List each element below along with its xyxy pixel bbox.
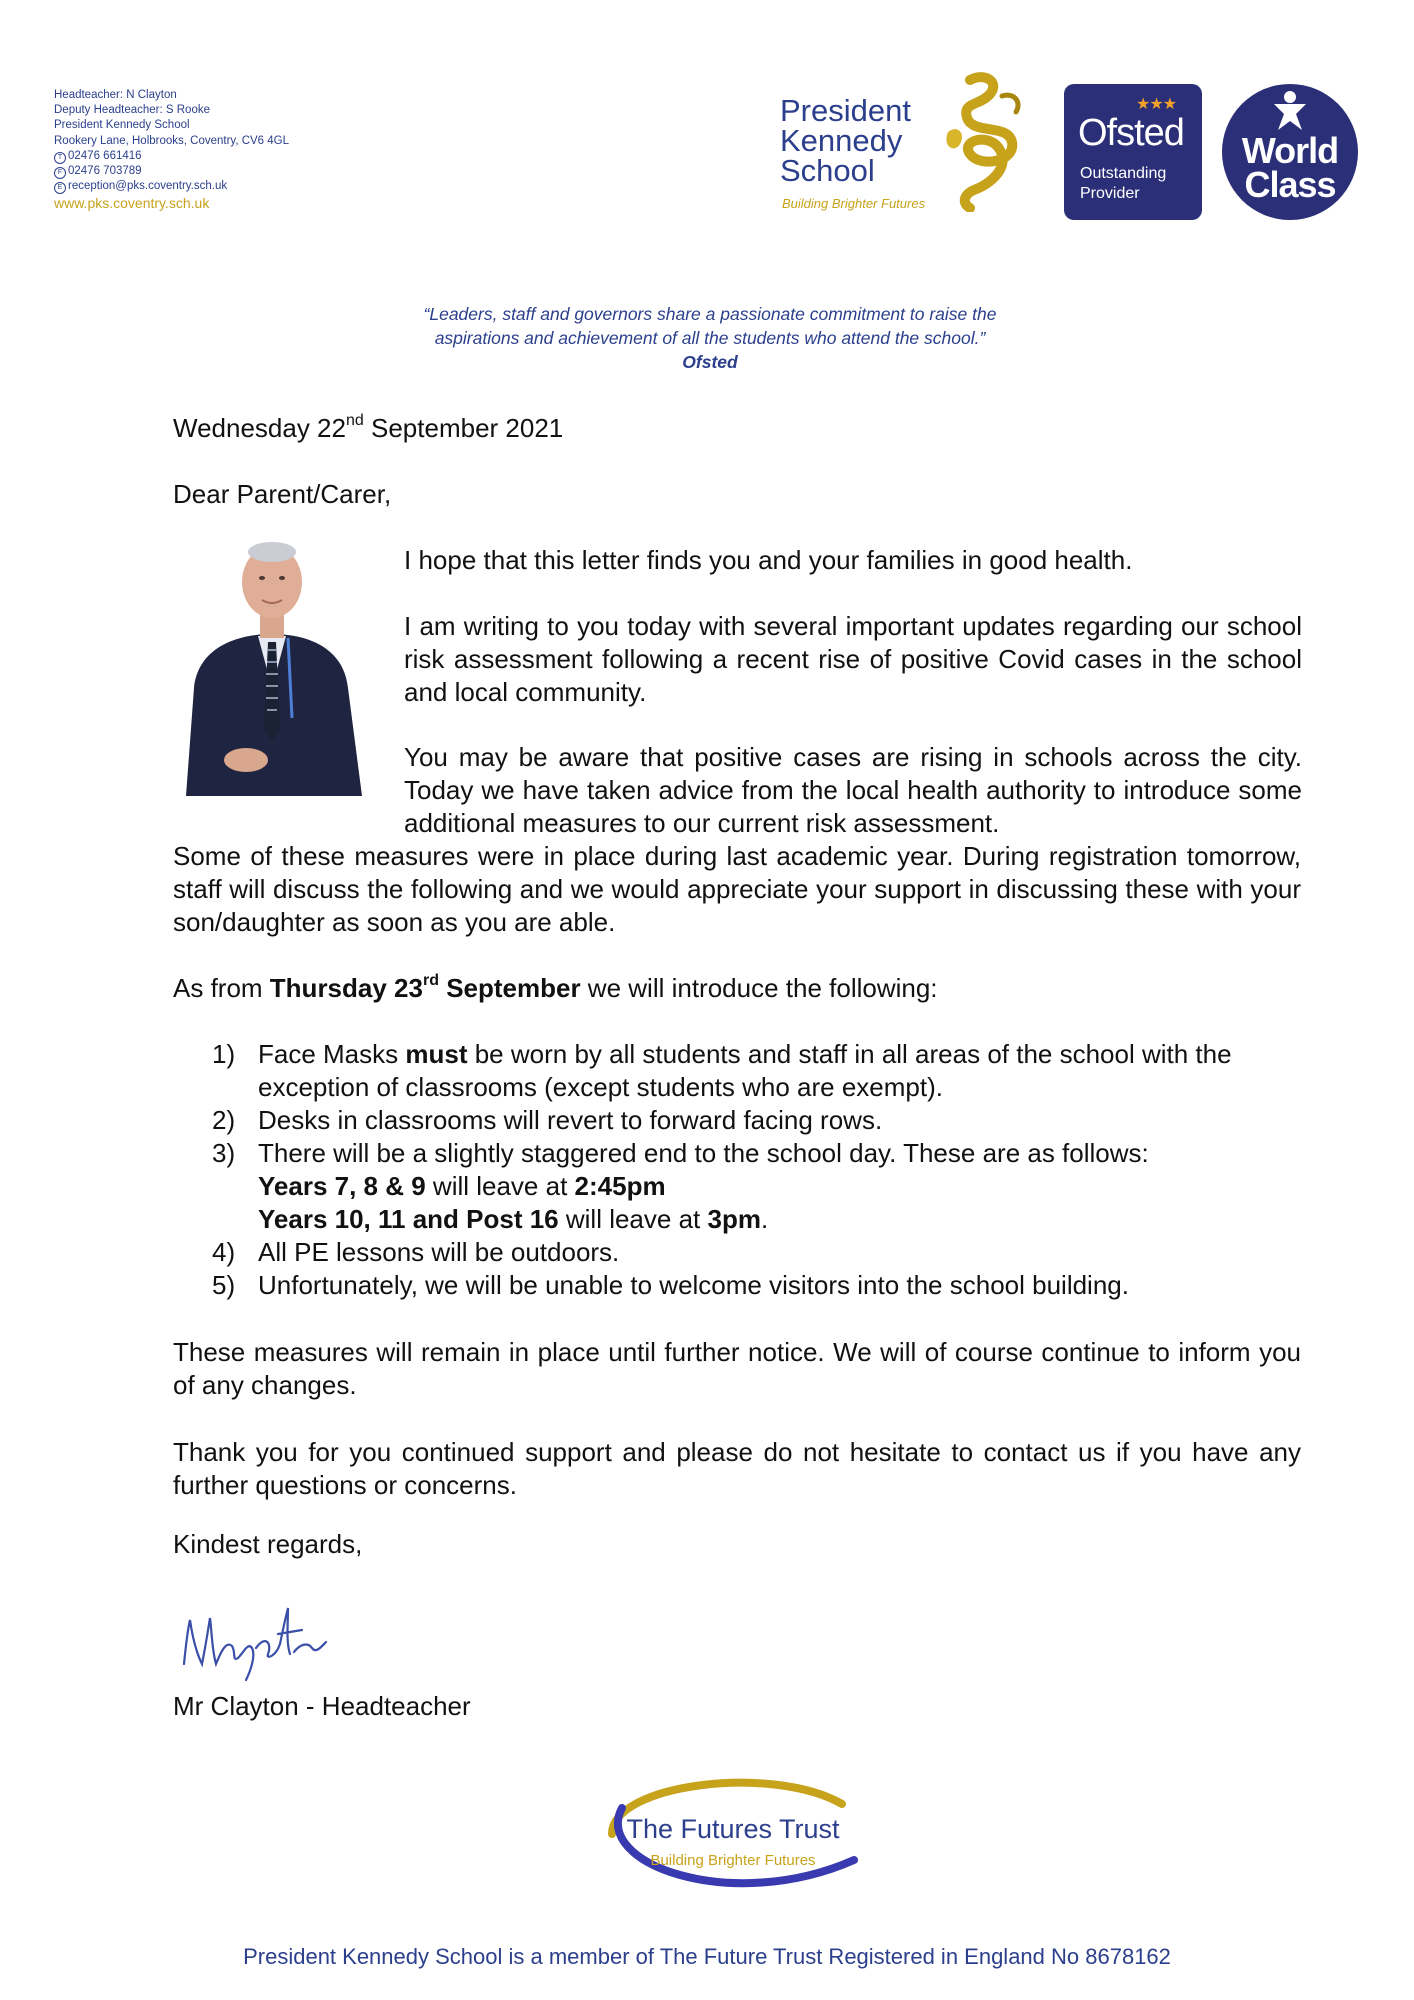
- star-figure-icon: [1272, 90, 1308, 130]
- ofsted-sub-line2: Provider: [1080, 185, 1140, 202]
- paragraph-5: Thank you for you continued support and please do not hesitate to contact us if you have any further questions or concerns.: [173, 1437, 1301, 1500]
- website-link[interactable]: www.pks.coventry.sch.uk: [54, 195, 210, 212]
- intro-date-suffix: rd: [422, 972, 439, 989]
- email-icon: E: [54, 182, 66, 194]
- footer-text: President Kennedy School is a member of The Future Trust Registered in England No 8678162: [243, 1944, 1171, 1969]
- list-item-text: [258, 1038, 1304, 1104]
- list-item-number: 5): [212, 1270, 236, 1300]
- school-logo: [780, 72, 1030, 222]
- quote-source: Ofsted: [682, 352, 738, 372]
- item1-text-a: Face Masks: [258, 1039, 406, 1069]
- ofsted-sub-line1: Outstanding: [1080, 165, 1167, 182]
- headteacher-photo: [176, 538, 366, 796]
- world-class-line1: World: [1241, 130, 1339, 171]
- ofsted-quote: [340, 302, 1080, 374]
- list-item-text: All PE lessons will be outdoors.: [258, 1237, 620, 1267]
- list-item-text: Unfortunately, we will be unable to welcome visitors into the school building.: [258, 1270, 1129, 1300]
- years-7-9-mid: will leave at: [425, 1171, 575, 1201]
- list-item-text: Desks in classrooms will revert to forward facing rows.: [258, 1105, 883, 1135]
- fax-icon: F: [54, 167, 66, 179]
- ofsted-badge: [1064, 84, 1202, 220]
- list-item: [212, 1137, 1304, 1236]
- fax-number: 02476 703789: [68, 165, 142, 178]
- measures-list: [212, 1038, 1304, 1302]
- closing: Kindest regards,: [173, 1529, 363, 1559]
- years-10-16-end: .: [760, 1204, 769, 1234]
- phone-number: 02476 661416: [68, 149, 142, 162]
- gold-ribbon-emblem-icon: [930, 72, 1030, 212]
- list-item-number: 4): [212, 1237, 236, 1267]
- list-item-text: [258, 1137, 1304, 1236]
- years-7-9-time: 2:45pm: [574, 1171, 666, 1201]
- list-item-number: 1): [212, 1039, 236, 1069]
- paragraph-3a: You may be aware that positive cases are rising in schools across the city. Today we have taken advice from the local health authority to introduce some additional measures to our current risk assessment.: [404, 742, 1302, 838]
- ofsted-word: Ofsted: [1078, 112, 1184, 154]
- email-line: [54, 179, 289, 194]
- greeting: Dear Parent/Carer,: [173, 479, 392, 509]
- date-rest: September 2021: [363, 413, 564, 443]
- item3-text: There will be a slightly staggered end to the school day. These are as follows:: [258, 1138, 1149, 1168]
- school-logo-tagline: Building Brighter Futures: [782, 196, 926, 211]
- futures-trust-logo: [592, 1764, 874, 1914]
- email-address[interactable]: reception@pks.coventry.sch.uk: [68, 180, 228, 193]
- phone-icon: T: [54, 152, 66, 164]
- intro-suffix: we will introduce the following:: [580, 973, 938, 1003]
- paragraph-4: These measures will remain in place until further notice. We will of course continue to inform you of any changes.: [173, 1337, 1301, 1400]
- quote-line2: aspirations and achievement of all the students who attend the school.”: [434, 328, 986, 348]
- world-class-text: [1222, 130, 1358, 205]
- paragraph-1: I hope that this letter finds you and your families in good health.: [404, 545, 1133, 575]
- school-logo-line3: School: [780, 153, 875, 188]
- school-logo-name: [780, 93, 911, 188]
- fax-line: [54, 164, 289, 179]
- list-item-number: 3): [212, 1138, 236, 1168]
- school-logo-line2: Kennedy: [780, 123, 903, 158]
- paragraph-2: I am writing to you today with several important updates regarding our school risk assessment following a recent rise of positive Covid cases in the school and local community.: [404, 611, 1302, 707]
- list-item: [212, 1236, 1304, 1269]
- paragraph-3b: Some of these measures were in place during last academic year. During registration tomorrow, staff will discuss the following and we would appreciate your support in discussing these with your son/daughter as soon as you are able.: [173, 841, 1301, 937]
- signatory: Mr Clayton - Headteacher: [173, 1691, 471, 1721]
- deputy-line: Deputy Headteacher: S Rooke: [54, 104, 210, 117]
- years-7-9-label: Years 7, 8 & 9: [258, 1171, 426, 1201]
- intro-month: September: [438, 973, 581, 1003]
- list-item: [212, 1038, 1304, 1104]
- years-10-16-mid: will leave at: [558, 1204, 708, 1234]
- date-suffix: nd: [345, 412, 364, 429]
- measures-intro: [173, 972, 1301, 1005]
- intro-prefix: As from: [173, 973, 270, 1003]
- school-line: President Kennedy School: [54, 119, 190, 132]
- trust-tagline: Building Brighter Futures: [650, 1852, 816, 1869]
- list-item: [212, 1269, 1304, 1302]
- phone-line: [54, 149, 289, 164]
- list-item-number: 2): [212, 1105, 236, 1135]
- address-line: Rookery Lane, Holbrooks, Coventry, CV6 4GL: [54, 134, 290, 147]
- world-class-line2: Class: [1244, 164, 1336, 205]
- trust-name: The Futures Trust: [626, 1814, 840, 1844]
- school-logo-line1: President: [780, 93, 911, 128]
- letter-date: [173, 412, 1301, 445]
- contact-block: [54, 88, 289, 212]
- intro-date: Thursday 23: [269, 973, 423, 1003]
- headteacher-line: Headteacher: N Clayton: [54, 89, 177, 101]
- ofsted-subtitle: [1080, 164, 1166, 204]
- ofsted-stars-icon: ★★★: [1136, 96, 1177, 113]
- world-class-badge: [1222, 84, 1358, 220]
- item1-bold: must: [405, 1039, 468, 1069]
- quote-line1: “Leaders, staff and governors share a passionate commitment to raise the: [423, 304, 997, 324]
- list-item: [212, 1104, 1304, 1137]
- item1-text-b: be worn by all students and staff in all areas of the school with the exception of classrooms (except students who are exempt).: [258, 1039, 1232, 1102]
- date-day: Wednesday 22: [173, 413, 346, 443]
- years-10-16-time: 3pm: [707, 1204, 761, 1234]
- years-10-16-label: Years 10, 11 and Post 16: [258, 1204, 559, 1234]
- handwritten-signature: [176, 1594, 356, 1684]
